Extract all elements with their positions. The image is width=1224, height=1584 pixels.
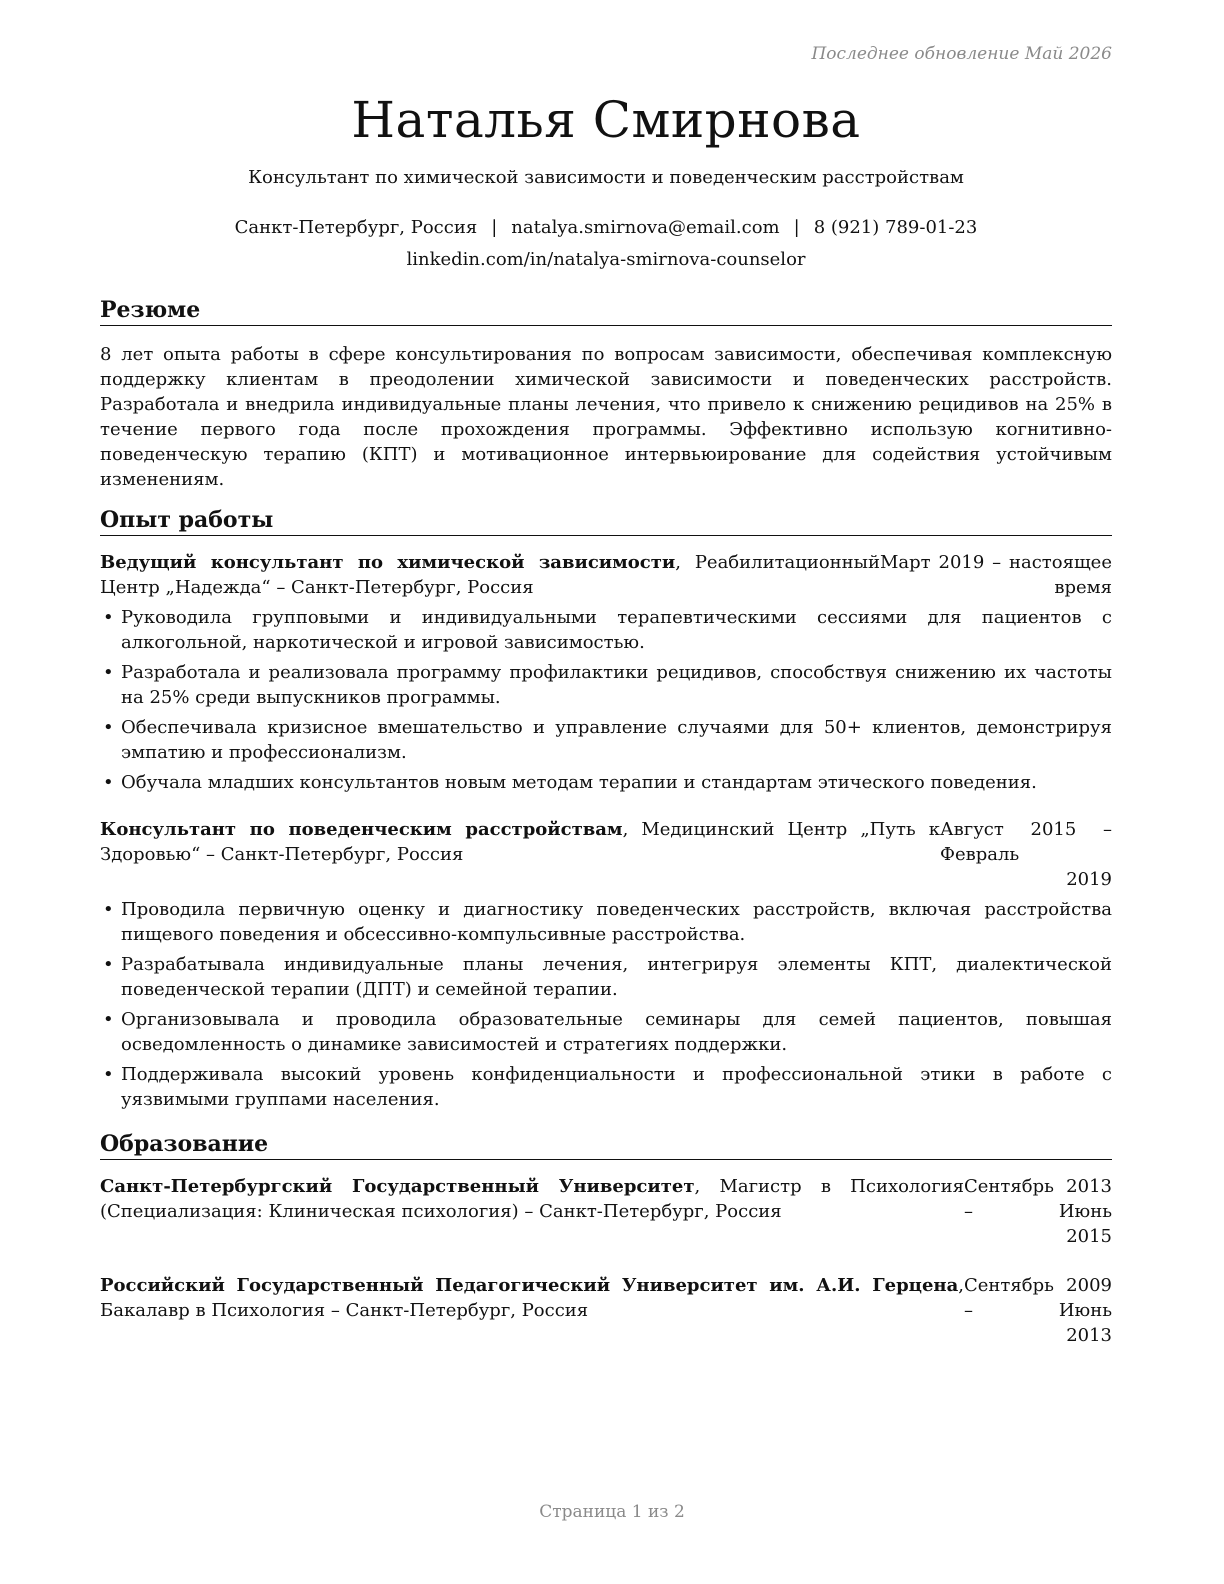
bullet-icon: • <box>103 607 114 628</box>
bullet-item <box>100 660 1112 710</box>
bullet-item <box>100 952 1112 1002</box>
job-entry <box>100 817 1112 1112</box>
bullet-item <box>100 1007 1112 1057</box>
last-updated: Последнее обновление Май 2026 <box>811 44 1112 64</box>
degree-details: , Бакалавр в Психология – Санкт-Петербург, Россия <box>100 1275 964 1321</box>
bullet-icon: • <box>103 717 114 738</box>
bullet-text: Организовывала и проводила образовательные семинары для семей пациентов, повышая осведомленность о динамике зависимостей и стратегиях поддержки. <box>121 1009 1112 1055</box>
bullet-text: Проводила первичную оценку и диагностику поведенческих расстройств, включая расстройства пищевого поведения и обсессивно-компульсивные расстройства. <box>121 899 1112 945</box>
education-entry <box>100 1174 1112 1249</box>
bullet-icon: • <box>103 1009 114 1030</box>
job-role: Ведущий консультант по химической зависимости <box>100 552 676 573</box>
bullet-icon: • <box>103 899 114 920</box>
school-name: Санкт-Петербургский Государственный Университет <box>100 1176 695 1197</box>
bullet-icon: • <box>103 954 114 975</box>
section-title-summary: Резюме <box>100 296 1112 326</box>
job-title-line <box>100 817 940 867</box>
education-dates-line1: Сентябрь 2009 – Июнь <box>964 1275 1112 1321</box>
education-line <box>100 1273 964 1323</box>
education-dates-line1: Сентябрь 2013 – Июнь <box>964 1176 1112 1222</box>
separator: | <box>491 217 498 238</box>
job-dates-line2: 2019 <box>1066 869 1112 890</box>
job-org: , Медицинский Центр „Путь к Здоровью“ – Санкт-Петербург, Россия <box>100 819 940 865</box>
job-entry <box>100 550 1112 795</box>
separator: | <box>793 217 800 238</box>
job-org: , Реабилитационный Центр „Надежда“ – Санкт-Петербург, Россия <box>100 552 880 598</box>
education-entry <box>100 1273 1112 1348</box>
location: Санкт-Петербург, Россия <box>234 217 478 238</box>
job-dates-line2: время <box>1054 577 1112 598</box>
education-dates-line2: 2015 <box>1066 1226 1112 1247</box>
education-dates-line2: 2013 <box>1066 1325 1112 1346</box>
bullet-item <box>100 1062 1112 1112</box>
bullet-item <box>100 770 1112 795</box>
school-name: Российский Государственный Педагогический Университет им. А.И. Герцена <box>100 1275 959 1296</box>
summary-text: 8 лет опыта работы в сфере консультирования по вопросам зависимости, обеспечивая комплексную поддержку клиентам в преодолении химической зависимости и поведенческих расстройств. Разработала и внедрила индивидуальные планы лечения, что привело к снижению рецидивов на 25% в течение первого года после прохождения программы. Эффективно использую когнитивно-поведенческую терапию (КПТ) и мотивационное интервьюирование для содействия устойчивым изменениям. <box>100 344 1112 490</box>
bullet-item <box>100 605 1112 655</box>
email-link[interactable]: natalya.smirnova@email.com <box>511 217 780 238</box>
education-dates <box>964 1174 1112 1249</box>
job-title-line <box>100 550 880 600</box>
education-line <box>100 1174 964 1224</box>
bullet-text: Разработала и реализовала программу профилактики рецидивов, способствуя снижению их частоты на 25% среди выпускников программы. <box>121 662 1112 708</box>
resume-page <box>100 40 1112 1348</box>
phone: 8 (921) 789-01-23 <box>813 217 978 238</box>
job-bullets <box>100 897 1112 1112</box>
bullet-item <box>100 897 1112 947</box>
bullet-text: Руководила групповыми и индивидуальными терапевтическими сессиями для пациентов с алкогольной, наркотической и игровой зависимостью. <box>121 607 1112 653</box>
bullet-icon: • <box>103 772 114 793</box>
job-bullets <box>100 605 1112 795</box>
bullet-icon: • <box>103 1064 114 1085</box>
bullet-item <box>100 715 1112 765</box>
bullet-text: Обеспечивала кризисное вмешательство и управление случаями для 50+ клиентов, демонстрируя эмпатию и профессионализм. <box>121 717 1112 763</box>
job-dates <box>880 550 1112 600</box>
bullet-text: Разрабатывала индивидуальные планы лечения, интегрируя элементы КПТ, диалектической поведенческой терапии (ДПТ) и семейной терапии. <box>121 954 1112 1000</box>
degree-details: , Магистр в Психология (Специализация: Клиническая психология) – Санкт-Петербург, Россия <box>100 1176 964 1222</box>
job-dates-line1: Март 2019 – настоящее <box>880 552 1112 573</box>
page-number: Страница 1 из 2 <box>539 1502 685 1522</box>
job-title: Консультант по химической зависимости и поведенческим расстройствам <box>248 167 964 188</box>
job-dates-line1: Август 2015 – Февраль <box>940 819 1112 865</box>
bullet-icon: • <box>103 662 114 683</box>
linkedin-link[interactable]: linkedin.com/in/natalya-smirnova-counselor <box>406 249 806 270</box>
education-header <box>100 1174 1112 1249</box>
job-header <box>100 550 1112 600</box>
education-dates <box>964 1273 1112 1348</box>
education-header <box>100 1273 1112 1348</box>
person-name: Наталья Смирнова <box>351 91 861 149</box>
bullet-text: Поддерживала высокий уровень конфиденциальности и профессиональной этики в работе с уязвимыми группами населения. <box>121 1064 1112 1110</box>
job-dates <box>940 817 1112 892</box>
section-title-education: Образование <box>100 1130 1112 1160</box>
bullet-text: Обучала младших консультантов новым методам терапии и стандартам этического поведения. <box>121 772 1037 793</box>
job-role: Консультант по поведенческим расстройствам <box>100 819 623 840</box>
section-title-experience: Опыт работы <box>100 506 1112 536</box>
job-header <box>100 817 1112 892</box>
contact-line <box>100 214 1112 242</box>
